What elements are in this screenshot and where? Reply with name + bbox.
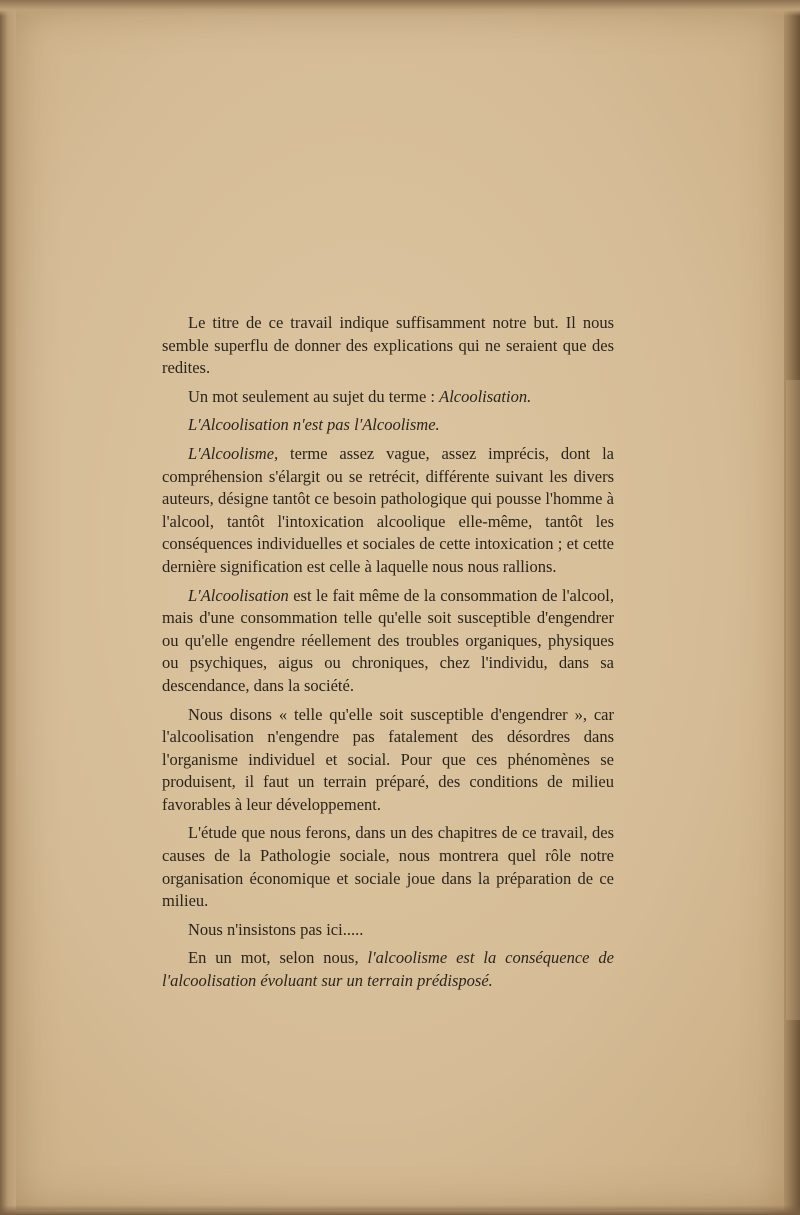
paragraph-etude: L'étude que nous ferons, dans un des chapitres de ce travail, des causes de la Pathologie sociale, nous montrera quel rôle notre organisation économique et sociale joue dans la préparation de ce milieu. <box>162 823 614 911</box>
paragraph-intro: Le titre de ce travail indique suffisamment notre but. Il nous semble superflu de donner des explications qui ne seraient que des redites. <box>162 313 614 378</box>
paragraph-alcoolisme-definition <box>162 443 614 579</box>
paragraph-alcoolisation-definition <box>162 585 614 698</box>
conclusion-text: En un mot, selon nous, <box>188 948 368 968</box>
term-text: Un mot seulement au sujet du terme : <box>188 386 440 406</box>
alcoolisation-italic: L'Alcoolisation <box>188 585 289 605</box>
paragraph-distinction <box>162 414 614 437</box>
paragraph-term <box>162 386 614 409</box>
page-bottom-edge <box>0 1205 800 1215</box>
paragraph-nous-disons: Nous disons « telle qu'elle soit susceptible d'engendrer », car l'alcoolisation n'engendre pas fatalement des désordres dans l'organisme individuel et social. Pour que ces phénomènes se produisent, il faut un terrain préparé, des conditions de milieu favorables à leur développement. <box>162 704 614 814</box>
distinction-italic: L'Alcoolisation n'est pas l'Alcoolisme. <box>188 415 440 435</box>
alcoolisme-italic: L'Alcoolisme, <box>188 443 279 463</box>
body-text <box>162 312 614 999</box>
alcoolisme-text: terme assez vague, assez imprécis, dont la compréhension s'élargit ou se retrécit, différente suivant les divers auteurs, désigne tantôt ce besoin pathologique qui pousse l'homme à l'alcool, tantôt l'intoxication alcoolique elle-même, tantôt les conséquences individuelles et sociales de cette intoxication ; et cette dernière signification est celle à laquelle nous nous rallions. <box>162 443 614 576</box>
page-top-edge <box>0 0 800 16</box>
paragraph-insistons: Nous n'insistons pas ici..... <box>188 919 364 939</box>
conclusion-italic: l'alcoolisme est la conséquence de l'alcoolisation évoluant sur un terrain prédisposé. <box>162 948 615 991</box>
paragraph-conclusion <box>162 947 614 992</box>
alcoolisation-text: est le fait même de la consommation de l'alcool, mais d'une consommation telle qu'elle soit susceptible d'engendrer ou qu'elle engendre réellement des troubles organiques, physiques ou psychiques, aigus ou chroniques, chez l'individu, dans sa descendance, dans la société. <box>162 585 614 695</box>
page-right-edge <box>786 380 800 1020</box>
term-italic: Alcoolisation. <box>439 386 532 406</box>
